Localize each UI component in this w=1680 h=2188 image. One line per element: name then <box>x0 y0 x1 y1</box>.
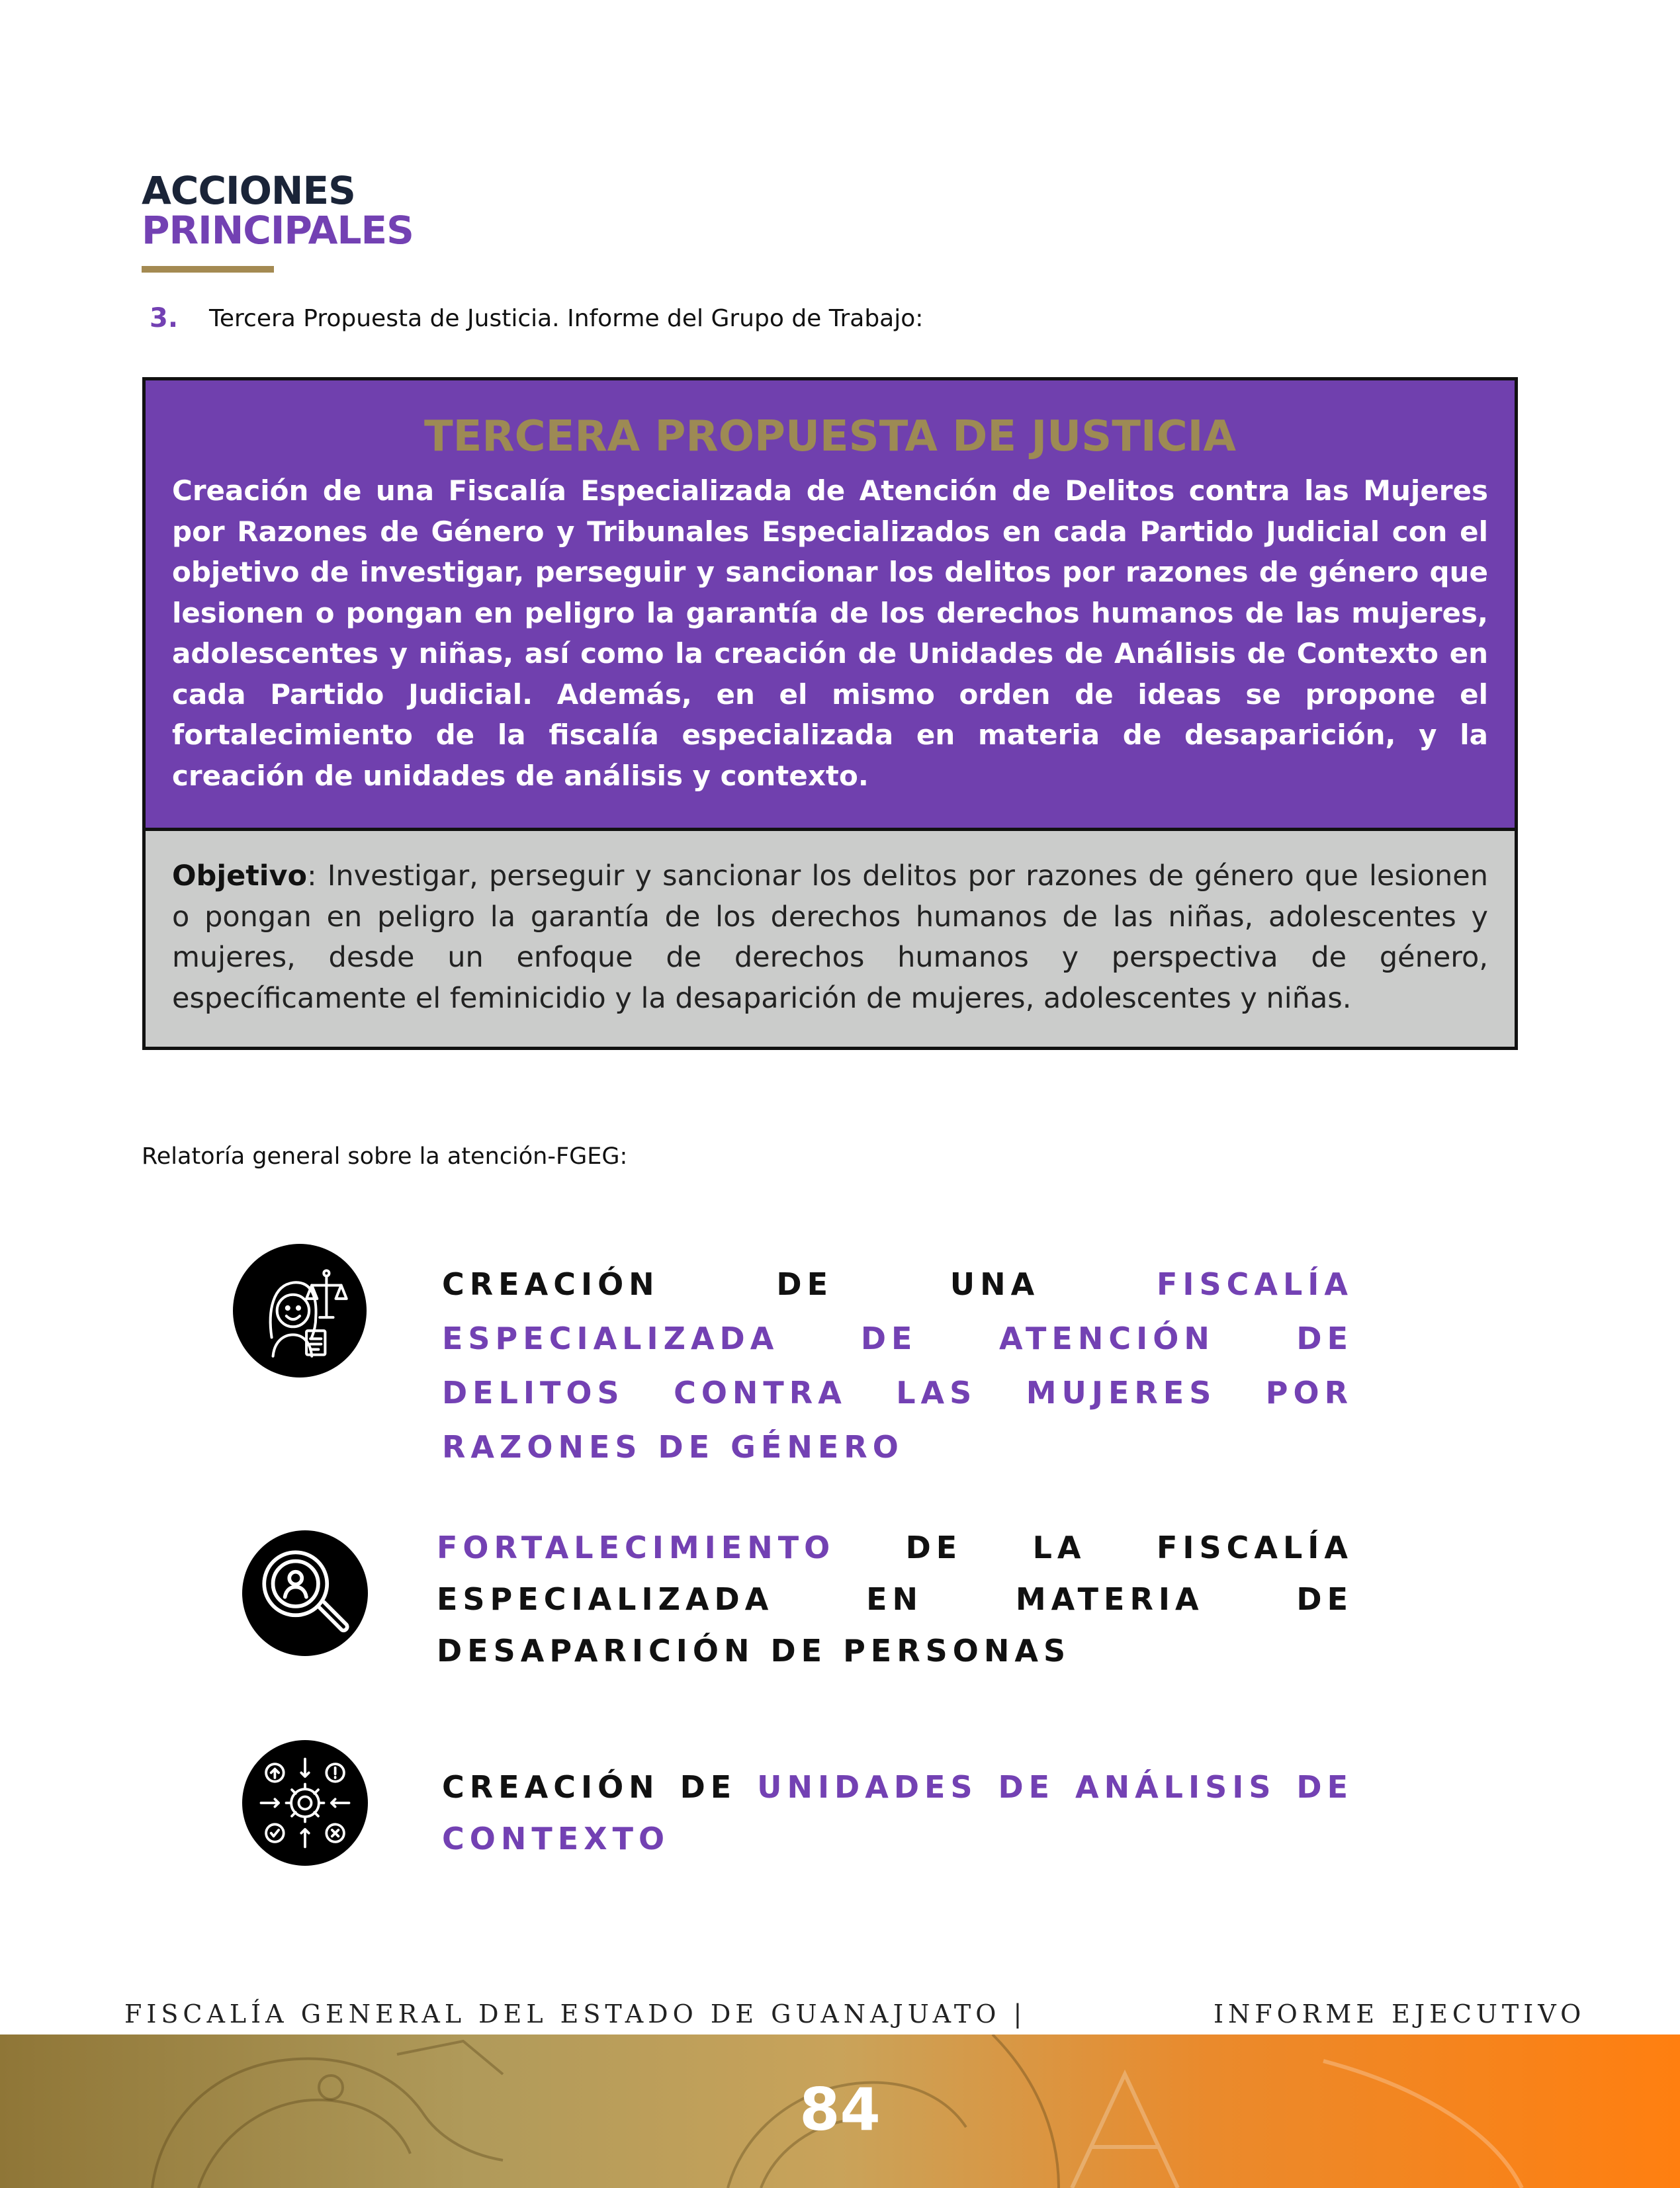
proposal-title: TERCERA PROPUESTA DE JUSTICIA <box>424 412 1236 461</box>
proposal-body: Creación de una Fiscalía Especializada de Atención de Delitos contra las Mujeres por Razones de Género y Tribunales Especializados en cada Partido Judicial con el objetivo de investigar, perseguir y sancionar los delitos por razones de género que lesionen o pongan en peligro la garantía de los derechos humanos de las mujeres, adolescentes y niñas, así como la creación de Unidades de Análisis de Contexto en cada Partido Judicial. Además, en el mismo orden de ideas se propone el fortalecimiento de la fiscalía especializada en materia de desaparición, y la creación de unidades de análisis y contexto. <box>172 474 1488 792</box>
magnifier-person-icon <box>242 1530 368 1656</box>
footer-left: FISCALÍA GENERAL DEL ESTADO DE GUANAJUATO | <box>124 1999 1027 2029</box>
heading-underline <box>142 266 274 273</box>
section-heading <box>142 168 414 273</box>
heading-line-1: ACCIONES <box>142 168 355 213</box>
footer-right: INFORME EJECUTIVO <box>1214 1999 1586 2029</box>
item-3-purple: UNIDADES DE ANÁLISIS DE CONTEXTO <box>442 1769 1353 1857</box>
objective-panel <box>146 831 1515 1047</box>
item-2-purple: FORTALECIMIENTO <box>437 1530 836 1565</box>
point-text: Tercera Propuesta de Justicia. Informe del Grupo de Trabajo: <box>209 304 924 332</box>
heading-line-2: PRINCIPALES <box>142 208 414 253</box>
objective-label: Objetivo <box>172 859 308 893</box>
numbered-point <box>150 303 923 333</box>
item-2-black: DE LA FISCALÍA ESPECIALIZADA EN MATERIA DE DESAPARICIÓN DE PERSONAS <box>437 1530 1353 1669</box>
item-1-black: CREACIÓN DE UNA <box>442 1266 1157 1302</box>
proposal-header-panel <box>146 380 1515 831</box>
item-3-black: CREACIÓN DE <box>442 1769 758 1805</box>
gear-analysis-icon <box>242 1740 368 1866</box>
objective-text: : Investigar, perseguir y sancionar los delitos por razones de género que lesionen o pongan en peligro la garantía de los derechos humanos de las niñas, adolescentes y mujeres, desde un enfoque de derechos humanos y perspectiva de género, específicamente el feminicidio y la desaparición de mujeres, adolescentes y niñas. <box>172 859 1488 1015</box>
proposal-box <box>142 377 1518 1050</box>
woman-justice-icon <box>233 1244 367 1378</box>
item-unidades-analisis <box>442 1761 1353 1864</box>
item-fortalecimiento <box>437 1522 1353 1677</box>
item-creacion-fiscalia <box>442 1257 1353 1474</box>
relatoria-label: Relatoría general sobre la atención-FGEG: <box>142 1143 628 1170</box>
item-1-purple: FISCALÍA ESPECIALIZADA DE ATENCIÓN DE DELITOS CONTRA LAS MUJERES POR RAZONES DE GÉNERO <box>442 1266 1353 1465</box>
point-number: 3. <box>150 303 179 333</box>
page-number: 84 <box>799 2076 881 2144</box>
